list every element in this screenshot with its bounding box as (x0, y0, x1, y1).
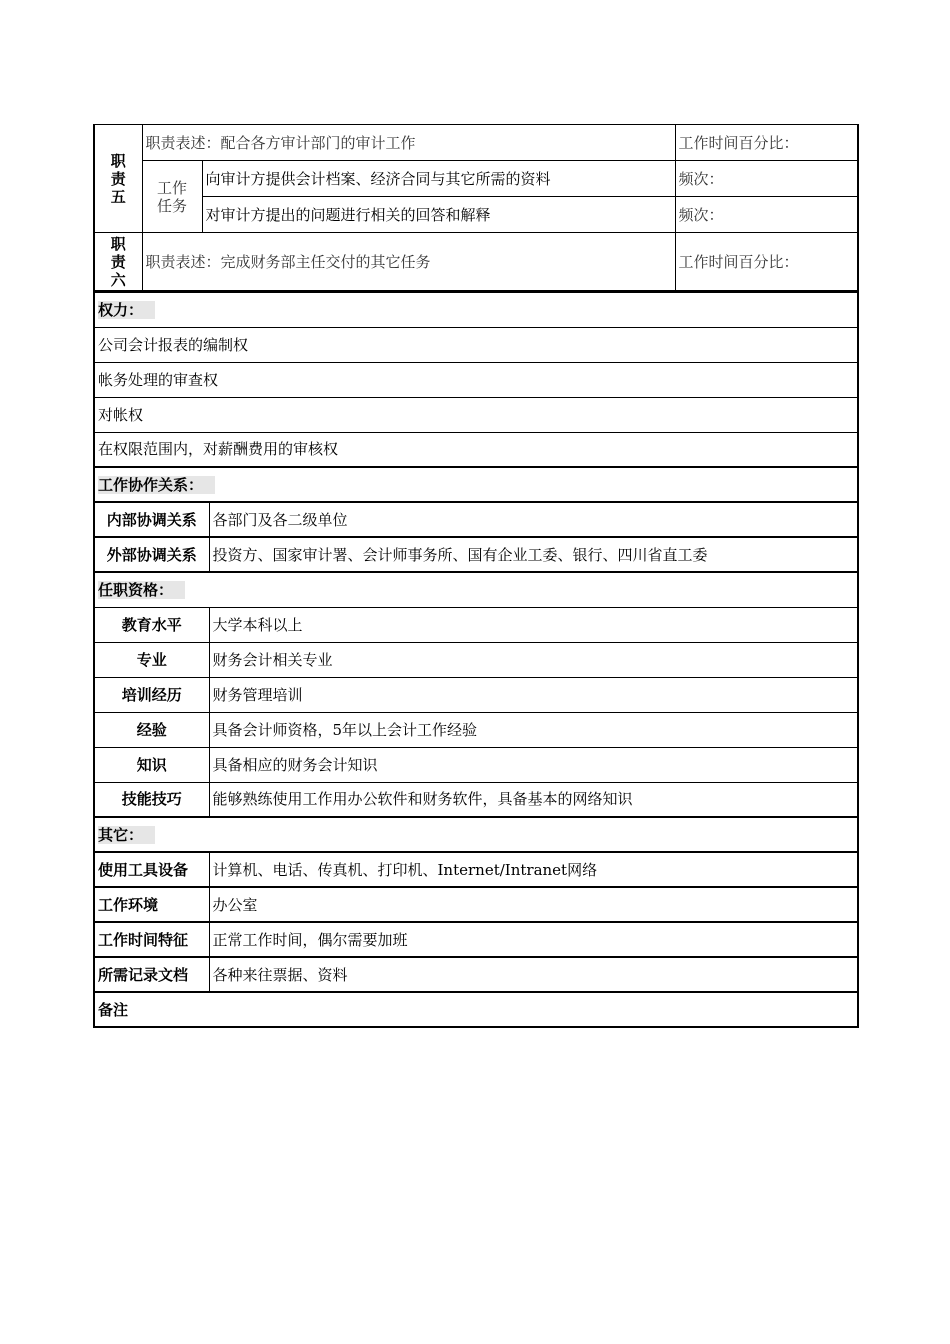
qualification-value: 具备会计师资格，5年以上会计工作经验 (209, 712, 858, 747)
qualification-value: 财务管理培训 (209, 677, 858, 712)
qualification-label: 经验 (94, 712, 209, 747)
power-item: 公司会计报表的编制权 (94, 327, 858, 362)
power-item: 在权限范围内，对薪酬费用的审核权 (94, 432, 858, 467)
relation-label: 内部协调关系 (94, 502, 209, 537)
qualification-value: 财务会计相关专业 (209, 642, 858, 677)
qualification-value: 能够熟练使用工作用办公软件和财务软件，具备基本的网络知识 (209, 782, 858, 817)
others-heading: 其它： (94, 817, 858, 852)
duty6-label: 职 责 六 (94, 233, 142, 291)
duty5-task-1: 向审计方提供会计档案、经济合同与其它所需的资料 (202, 161, 675, 197)
other-label: 所需记录文档 (94, 957, 209, 992)
duty5-percent-label: 工作时间百分比： (675, 125, 858, 161)
powers-heading: 权力： (94, 292, 858, 327)
other-value: 各种来往票据、资料 (209, 957, 858, 992)
relation-value: 各部门及各二级单位 (209, 502, 858, 537)
relation-label: 外部协调关系 (94, 537, 209, 572)
other-value: 正常工作时间，偶尔需要加班 (209, 922, 858, 957)
qualification-label: 教育水平 (94, 607, 209, 642)
qualification-value: 大学本科以上 (209, 607, 858, 642)
qualification-label: 知识 (94, 747, 209, 782)
details-table (93, 291, 859, 1028)
qualification-value: 具备相应的财务会计知识 (209, 747, 858, 782)
duty5-task-2-frequency: 频次： (675, 197, 858, 233)
other-label: 使用工具设备 (94, 852, 209, 887)
power-item: 帐务处理的审查权 (94, 362, 858, 397)
remarks-heading: 备注 (94, 992, 858, 1027)
duty5-task-label: 工作 任务 (142, 161, 202, 233)
qualifications-heading: 任职资格： (94, 572, 858, 607)
relation-value: 投资方、国家审计署、会计师事务所、国有企业工委、银行、四川省直工委 (209, 537, 858, 572)
duty5-task-2: 对审计方提出的问题进行相关的回答和解释 (202, 197, 675, 233)
qualification-label: 专业 (94, 642, 209, 677)
job-description-sheet (93, 124, 857, 1028)
other-label: 工作时间特征 (94, 922, 209, 957)
duty5-description: 职责表述：配合各方审计部门的审计工作 (142, 125, 675, 161)
duty6-percent-label: 工作时间百分比： (675, 233, 858, 291)
duty6-description: 职责表述：完成财务部主任交付的其它任务 (142, 233, 675, 291)
other-value: 计算机、电话、传真机、打印机、Internet/Intranet网络 (209, 852, 858, 887)
duties-table (93, 124, 859, 291)
other-label: 工作环境 (94, 887, 209, 922)
other-value: 办公室 (209, 887, 858, 922)
duty5-task-1-frequency: 频次： (675, 161, 858, 197)
qualification-label: 培训经历 (94, 677, 209, 712)
relations-heading: 工作协作关系： (94, 467, 858, 502)
duty5-label: 职 责 五 (94, 125, 142, 233)
qualification-label: 技能技巧 (94, 782, 209, 817)
power-item: 对帐权 (94, 397, 858, 432)
